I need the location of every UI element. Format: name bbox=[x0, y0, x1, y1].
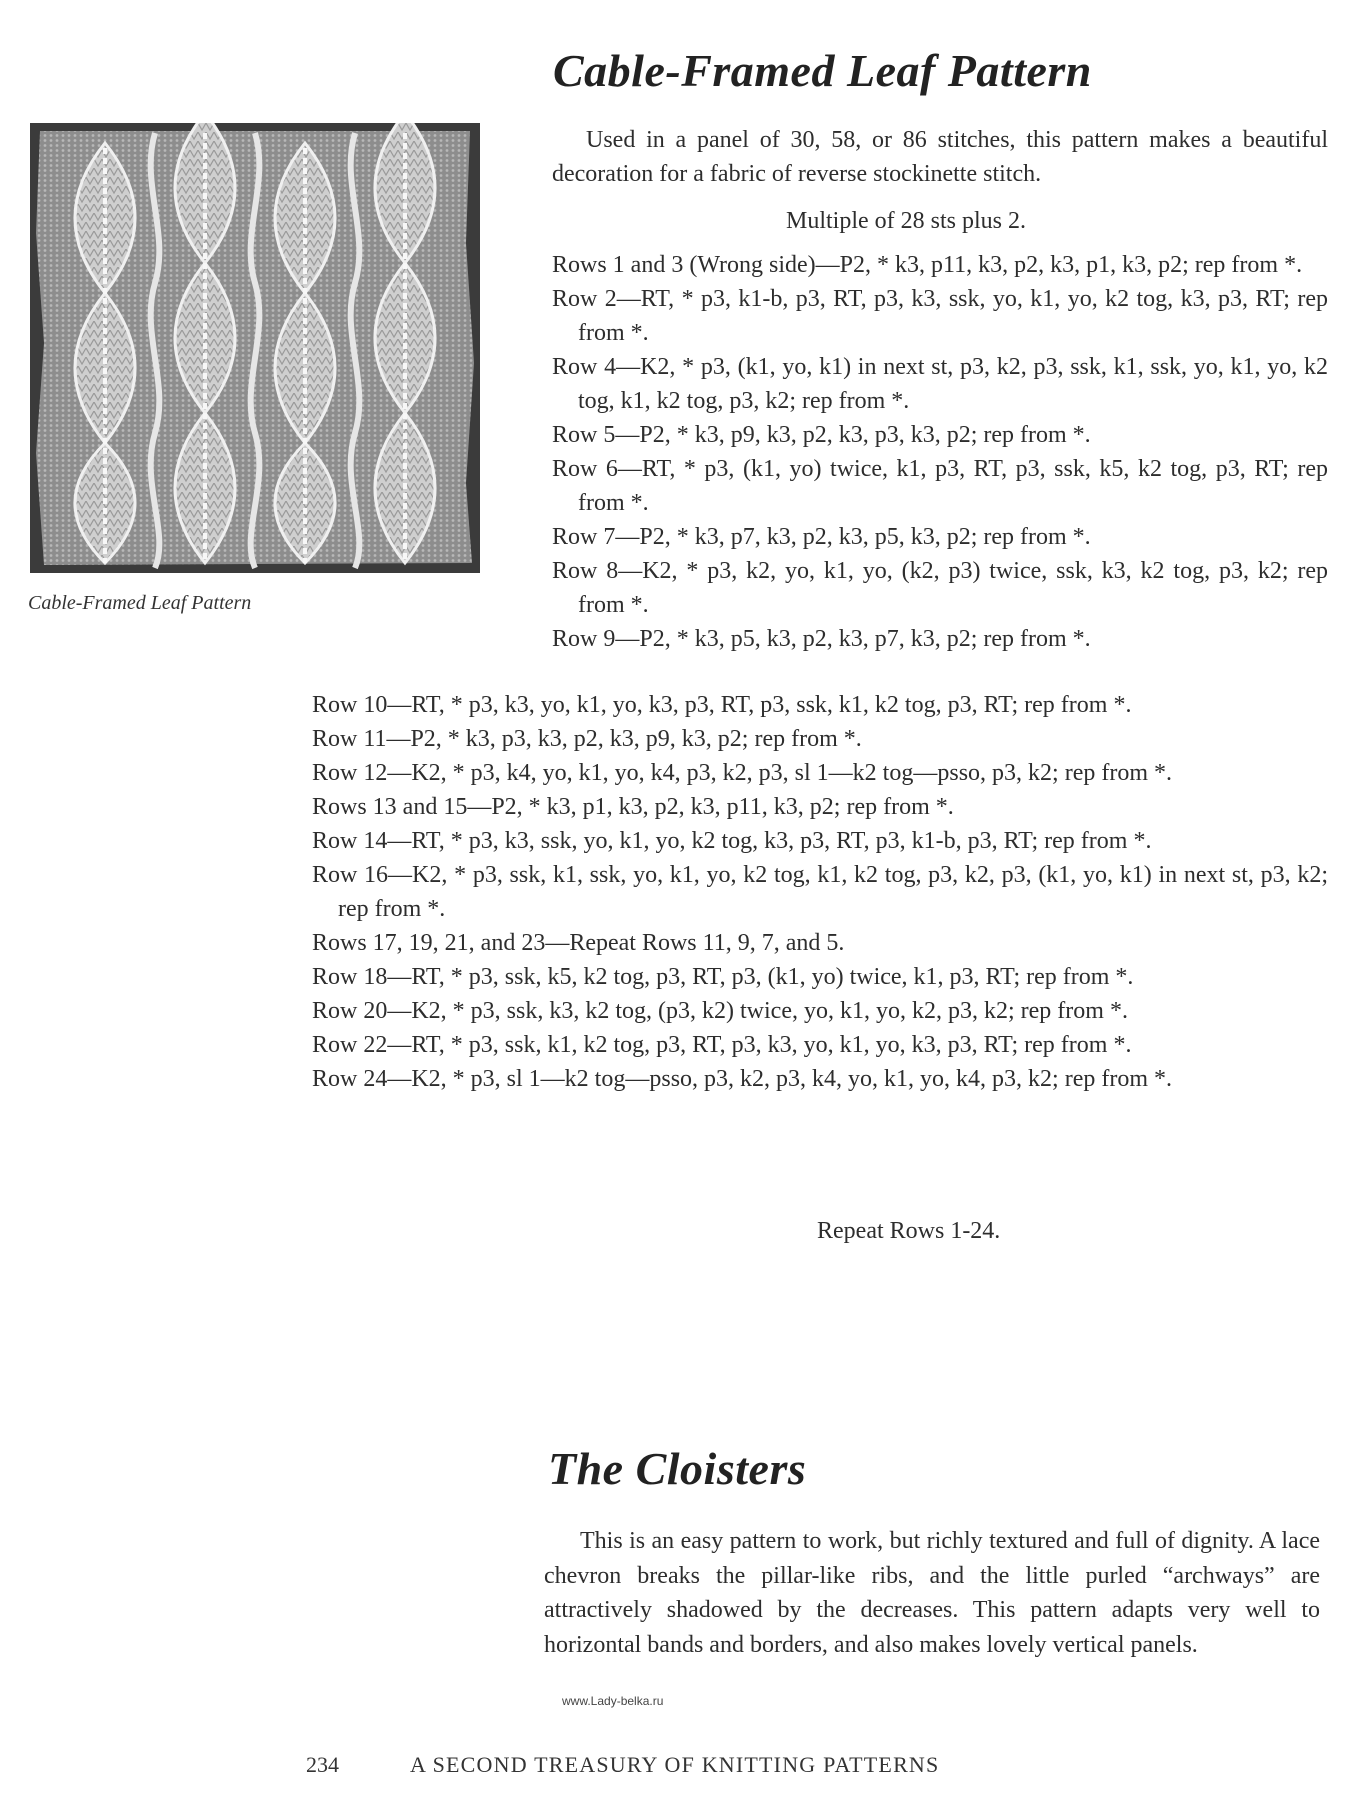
row-instruction: Rows 13 and 15—P2, * k3, p1, k3, p2, k3, p11, k3, p2; rep from *. bbox=[312, 794, 954, 820]
row-instruction: Row 5—P2, * k3, p9, k3, p2, k3, p3, k3, p2; rep from *. bbox=[552, 422, 1091, 448]
row-instruction: Row 2—RT, * p3, k1-b, p3, RT, p3, k3, ssk, yo, k1, yo, k2 tog, k3, p3, RT; rep from *. bbox=[552, 286, 1328, 346]
row-instruction: Row 16—K2, * p3, ssk, k1, ssk, yo, k1, yo, k2 tog, k1, k2 tog, p3, k2, p3, (k1, yo, k1) in next st, p3, k2; rep from *. bbox=[312, 862, 1328, 922]
row-instruction: Row 20—K2, * p3, ssk, k3, k2 tog, (p3, k2) twice, yo, k1, yo, k2, p3, k2; rep from *. bbox=[312, 998, 1128, 1024]
row-instruction: Row 14—RT, * p3, k3, ssk, yo, k1, yo, k2 tog, k3, p3, RT, p3, k1-b, p3, RT; rep from *. bbox=[312, 828, 1152, 854]
row-instruction: Rows 1 and 3 (Wrong side)—P2, * k3, p11, k3, p2, k3, p1, k3, p2; rep from *. bbox=[552, 252, 1303, 278]
row-instruction: Row 6—RT, * p3, (k1, yo) twice, k1, p3, RT, p3, ssk, k5, k2 tog, p3, RT; rep from *. bbox=[552, 456, 1328, 516]
row-instruction: Row 8—K2, * p3, k2, yo, k1, yo, (k2, p3) twice, ssk, k3, k2 tog, p3, k2; rep from *. bbox=[552, 558, 1328, 618]
knitted-swatch-photo bbox=[30, 123, 480, 573]
repeat-instruction: Repeat Rows 1-24. bbox=[817, 1218, 1001, 1244]
section-title: The Cloisters bbox=[548, 1443, 807, 1494]
pattern-intro: Used in a panel of 30, 58, or 86 stitches, this pattern makes a beautiful decoration for a fabric of reverse stockinette stitch. bbox=[552, 127, 1328, 187]
leaf-pattern-illustration bbox=[30, 123, 480, 573]
pattern-title: Cable-Framed Leaf Pattern bbox=[553, 45, 1092, 96]
watermark: www.Lady-belka.ru bbox=[562, 1694, 664, 1708]
section-intro: This is an easy pattern to work, but richly textured and full of dignity. A lace chevron breaks the pillar-like ribs, and the little purled “archways” are attractively shadowed by the decreases. This pattern adapts very well to horizontal bands and borders, and also makes lovely vertical panels. bbox=[544, 1528, 1320, 1658]
row-instruction: Row 4—K2, * p3, (k1, yo, k1) in next st, p3, k2, p3, ssk, k1, ssk, yo, k1, yo, k2 tog, k1, k2 tog, p3, k2; rep from *. bbox=[552, 354, 1328, 414]
row-instruction: Row 11—P2, * k3, p3, k3, p2, k3, p9, k3, p2; rep from *. bbox=[312, 726, 862, 752]
page-number: 234 bbox=[306, 1752, 339, 1777]
row-instruction: Row 12—K2, * p3, k4, yo, k1, yo, k4, p3, k2, p3, sl 1—k2 tog—psso, p3, k2; rep from *. bbox=[312, 760, 1172, 786]
row-instruction: Row 24—K2, * p3, sl 1—k2 tog—psso, p3, k2, p3, k4, yo, k1, yo, k4, p3, k2; rep from *. bbox=[312, 1066, 1172, 1092]
figure-caption: Cable-Framed Leaf Pattern bbox=[28, 592, 252, 614]
row-instruction: Rows 17, 19, 21, and 23—Repeat Rows 11, 9, 7, and 5. bbox=[312, 930, 845, 956]
row-instruction: Row 18—RT, * p3, ssk, k5, k2 tog, p3, RT, p3, (k1, yo) twice, k1, p3, RT; rep from *. bbox=[312, 964, 1134, 990]
row-instruction: Row 9—P2, * k3, p5, k3, p2, k3, p7, k3, p2; rep from *. bbox=[552, 626, 1091, 652]
row-instruction: Row 7—P2, * k3, p7, k3, p2, k3, p5, k3, p2; rep from *. bbox=[552, 524, 1091, 550]
row-instructions-full-width bbox=[312, 688, 1328, 1096]
stitch-multiple: Multiple of 28 sts plus 2. bbox=[786, 208, 1027, 234]
row-instruction: Row 22—RT, * p3, ssk, k1, k2 tog, p3, RT, p3, k3, yo, k1, yo, k3, p3, RT; rep from *. bbox=[312, 1032, 1132, 1058]
running-head: A SECOND TREASURY OF KNITTING PATTERNS bbox=[410, 1752, 940, 1777]
row-instructions-beside-photo bbox=[552, 248, 1328, 656]
row-instruction: Row 10—RT, * p3, k3, yo, k1, yo, k3, p3, RT, p3, ssk, k1, k2 tog, p3, RT; rep from *. bbox=[312, 692, 1132, 718]
